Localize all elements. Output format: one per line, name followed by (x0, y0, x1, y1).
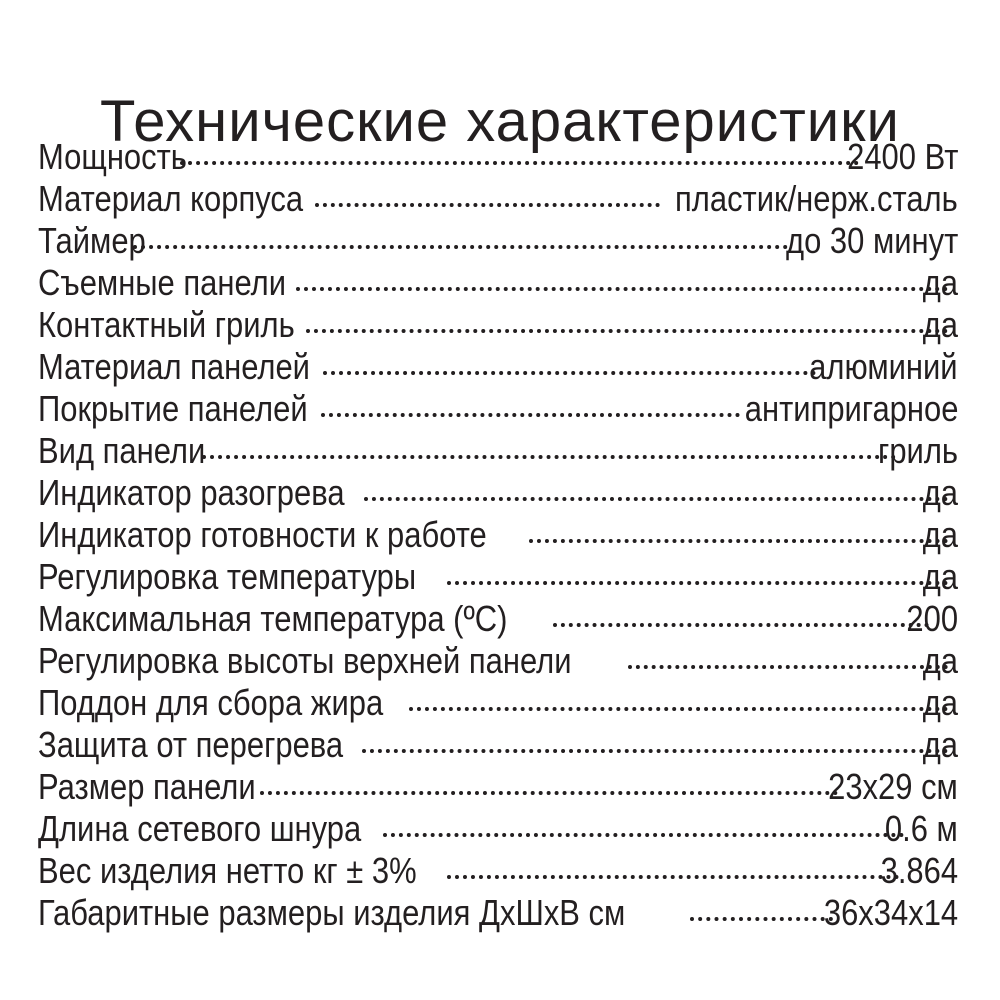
spec-value: да (922, 556, 958, 597)
spec-row-overheat-protection (38, 724, 958, 766)
spec-value: 36x34x14 (823, 892, 958, 933)
dot-leader (628, 665, 948, 669)
spec-row-contact-grill (38, 304, 958, 346)
spec-value: да (922, 262, 958, 303)
spec-row-panel-type (38, 430, 958, 472)
spec-value: до 30 минут (785, 220, 958, 261)
dot-leader (321, 413, 741, 417)
spec-value: 0.6 м (885, 808, 958, 849)
spec-row-panel-size (38, 766, 958, 808)
dot-leader (260, 791, 838, 795)
spec-list (38, 136, 958, 934)
spec-label: Съемные панели (38, 262, 287, 303)
spec-row-ready-indicator (38, 514, 958, 556)
spec-label: Защита от перегрева (38, 724, 344, 765)
spec-row-dimensions (38, 892, 958, 934)
spec-value: да (922, 640, 958, 681)
spec-label: Покрытие панелей (38, 388, 308, 429)
spec-value: да (922, 304, 958, 345)
spec-label: Контактный гриль (38, 304, 295, 345)
dot-leader (306, 329, 948, 333)
spec-row-panel-coating (38, 388, 958, 430)
spec-row-timer (38, 220, 958, 262)
spec-label: Регулировка температуры (38, 556, 417, 597)
spec-label: Материал панелей (38, 346, 310, 387)
spec-label: Индикатор разогрева (38, 472, 345, 513)
spec-row-cord-length (38, 808, 958, 850)
spec-value: гриль (877, 430, 958, 471)
spec-label: Максимальная температура (ºC) (38, 598, 508, 639)
dot-leader (362, 749, 948, 753)
spec-label: Материал корпуса (38, 178, 304, 219)
dot-leader (447, 581, 948, 585)
spec-value: 200 (906, 598, 958, 639)
dot-leader (296, 287, 948, 291)
spec-label: Мощность (38, 136, 187, 177)
spec-label: Длина сетевого шнура (38, 808, 362, 849)
spec-value: да (922, 472, 958, 513)
dot-leader (447, 875, 898, 879)
spec-row-max-temperature (38, 598, 958, 640)
spec-label: Размер панели (38, 766, 256, 807)
spec-row-heat-indicator (38, 472, 958, 514)
spec-label: Таймер (38, 220, 146, 261)
spec-value: 3.864 (880, 850, 958, 891)
dot-leader (202, 455, 896, 459)
spec-value: 23x29 см (828, 766, 958, 807)
spec-row-net-weight (38, 850, 958, 892)
dot-leader (180, 161, 859, 165)
spec-label: Поддон для сбора жира (38, 682, 384, 723)
page-title: Технические характеристики (100, 88, 900, 154)
spec-label: Регулировка высоты верхней панели (38, 640, 572, 681)
spec-row-drip-tray (38, 682, 958, 724)
spec-row-removable-panels (38, 262, 958, 304)
dot-leader (690, 917, 833, 921)
dot-leader (529, 539, 948, 543)
spec-value: 2400 Вт (846, 136, 958, 177)
spec-row-panel-material (38, 346, 958, 388)
spec-value: антипригарное (744, 388, 958, 429)
spec-row-top-panel-height (38, 640, 958, 682)
spec-value: да (922, 724, 958, 765)
spec-row-power (38, 136, 958, 178)
dot-leader (364, 497, 948, 501)
dot-leader (409, 707, 948, 711)
spec-row-body-material (38, 178, 958, 220)
spec-value: пластик/нерж.сталь (675, 178, 958, 219)
spec-value: алюминий (809, 346, 958, 387)
spec-label: Габаритные размеры изделия ДхШхВ см (38, 892, 626, 933)
dot-leader (315, 203, 660, 207)
spec-label: Индикатор готовности к работе (38, 514, 487, 555)
spec-label: Вес изделия нетто кг ± 3% (38, 850, 417, 891)
spec-value: да (922, 514, 958, 555)
spec-row-temperature-control (38, 556, 958, 598)
spec-value: да (922, 682, 958, 723)
dot-leader (323, 371, 816, 375)
spec-label: Вид панели (38, 430, 206, 471)
dot-leader (553, 623, 929, 627)
dot-leader (383, 833, 904, 837)
dot-leader (133, 245, 789, 249)
